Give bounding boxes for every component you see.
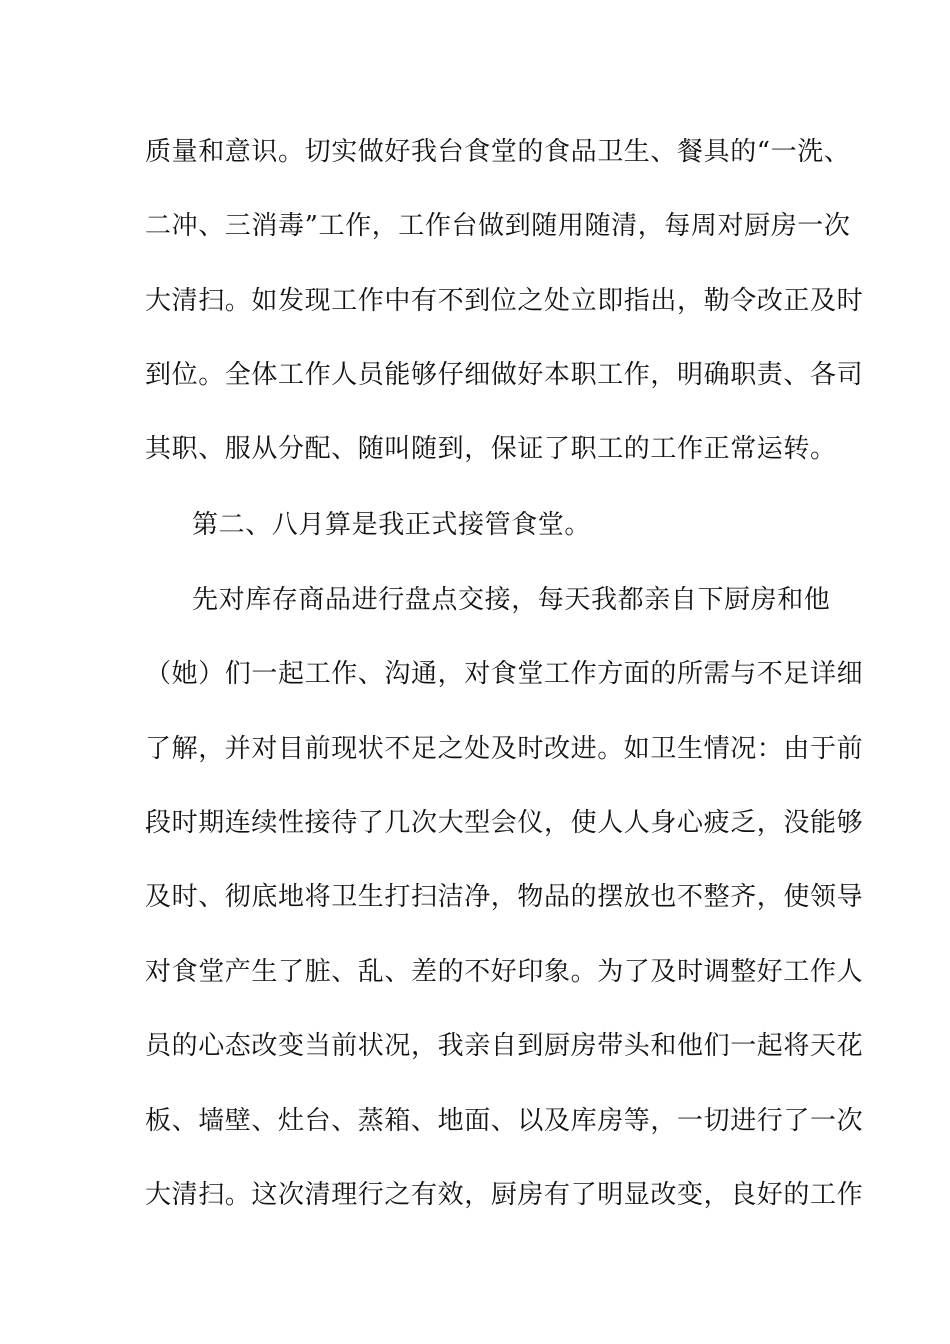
- text-line: 对食堂产生了脏、乱、差的不好印象。为了及时调整好工作人: [145, 957, 864, 987]
- text-line: 到位。全体工作人员能够仔细做好本职工作，明确职责、各司: [145, 360, 864, 390]
- text-line: 其职、服从分配、随叫随到，保证了职工的工作正常运转。: [145, 434, 837, 464]
- text-line: 先对库存商品进行盘点交接，每天我都亲自下厨房和他: [192, 585, 831, 615]
- text-line: 员的心态改变当前状况，我亲自到厨房带头和他们一起将天花: [145, 1031, 864, 1061]
- text-line: 大清扫。这次清理行之有效，厨房有了明显改变，良好的工作: [145, 1180, 864, 1210]
- text-line: 质量和意识。切实做好我台食堂的食品卫生、餐具的“一洗、: [145, 137, 851, 167]
- text-line: 及时、彻底地将卫生打扫洁净，物品的摆放也不整齐，使领导: [145, 882, 864, 912]
- text-line: 段时期连续性接待了几次大型会仪，使人人身心疲乏，没能够: [145, 808, 864, 838]
- text-line: 大清扫。如发现工作中有不到位之处立即指出，勒令改正及时: [145, 286, 864, 316]
- text-line: 了解，并对目前现状不足之处及时改进。如卫生情况：由于前: [145, 734, 864, 764]
- text-line: 板、墙壁、灶台、蒸箱、地面、以及库房等，一切进行了一次: [145, 1106, 864, 1136]
- text-line: （她）们一起工作、沟通，对食堂工作方面的所需与不足详细: [145, 659, 864, 689]
- section-heading: 第二、八月算是我正式接管食堂。: [192, 510, 592, 540]
- text-line: 二冲、三消毒”工作，工作台做到随用随清，每周对厨房一次: [145, 211, 851, 241]
